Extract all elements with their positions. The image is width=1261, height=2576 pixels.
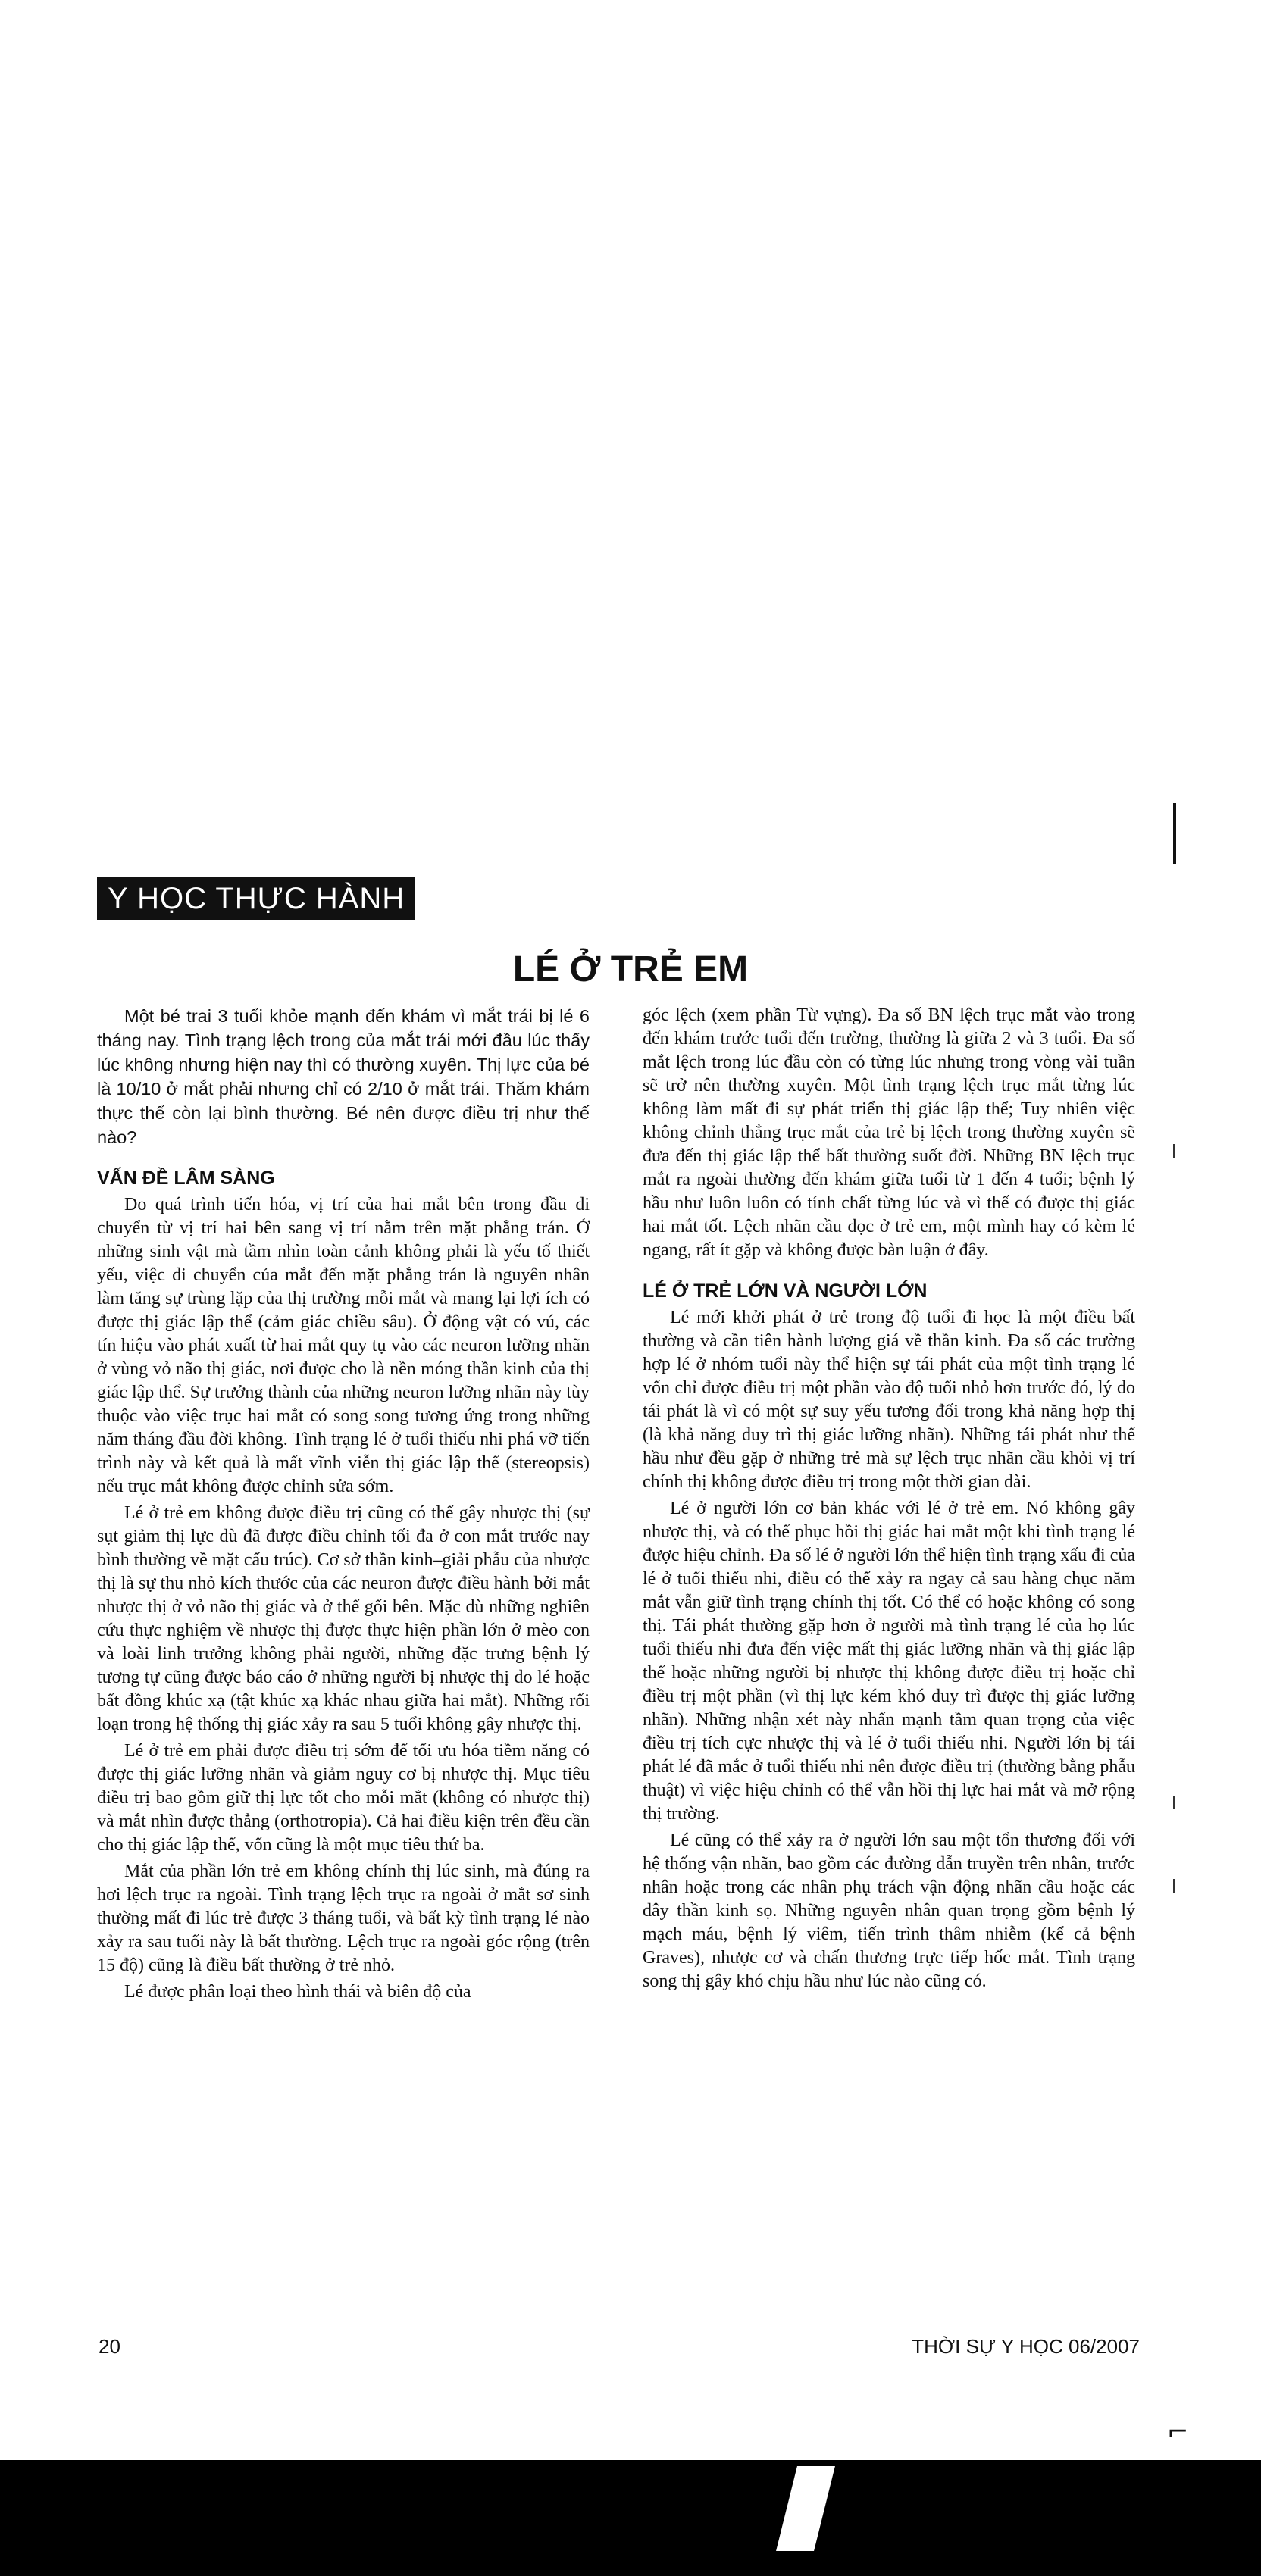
section-banner: Y HỌC THỰC HÀNH xyxy=(97,877,415,920)
paragraph: Lé mới khởi phát ở trẻ trong độ tuổi đi học là một điều bất thường và cần tiên hành lượng giá về thần kinh. Đa số các trường hợp lé ở nhóm tuổi này thể hiện sự tái phát của một tình trạng lé vốn chỉ được điều trị một phần vào độ tuổi nhỏ hơn trước đó, lý do tái phát là vì có một sự suy yếu tương đối trong khả năng hợp thị (là khả năng duy trì thị giác lưỡng nhãn). Những tái phát như thế hầu như đều gặp ở những trẻ mà sự lệch trục nhãn cầu khỏi vị trí chính thị không được điều trị trong một thời gian dài. xyxy=(643,1308,1135,1492)
paragraph: Do quá trình tiến hóa, vị trí của hai mắt bên trong đầu di chuyển từ vị trí hai bên sang vị trí nằm trên mặt phẳng trán. Ở những sinh vật mà tầm nhìn toàn cảnh không phải là yếu tố thiết yếu, việc di chuyển của mắt đến mặt phẳng trán là nguyên nhân làm tăng sự trùng lặp của thị trường mỗi mắt và mang lại lợi ích có được thị giác lập thể (cảm giác chiều sâu). Ở động vật có vú, các tín hiệu vào phát xuất từ hai mắt quy tụ vào các neuron lưỡng nhãn ở vùng vỏ não thị giác, nơi được cho là nền móng thần kinh của thị giác lập thể. Sự trưởng thành của những neuron lưỡng nhãn này tùy thuộc vào việc trục hai mắt có song song tương ứng trong những năm tháng đầu đời không. Tình trạng lé ở tuổi thiếu nhi phá vỡ tiến trình này và kết quả là mất vĩnh viễn thị giác lập thể (stereopsis) nếu trục mắt không được chỉnh sửa sớm. xyxy=(97,1195,590,1496)
journal-name: THỜI SỰ Y HỌC 06/2007 xyxy=(912,2335,1140,2358)
paragraph: Mắt của phần lớn trẻ em không chính thị lúc sinh, mà đúng ra hơi lệch trục ra ngoài. Tình trạng lệch trục ra ngoài ở mắt sơ sinh thường mất đi lúc trẻ được 3 tháng tuổi, và bất kỳ tình trạng lé nào xảy ra sau tuổi này là bất thường. Lệch trục ra ngoài góc rộng (trên 15 độ) cũng là điều bất thường ở trẻ nhỏ. xyxy=(97,1862,590,1975)
paragraph: Lé ở trẻ em không được điều trị cũng có thể gây nhược thị (sự sụt giảm thị lực dù đã được điều chỉnh tối đa ở con mắt trước nay bình thường về mặt cấu trúc). Cơ sở thần kinh–giải phẫu của nhược thị là sự thu nhỏ kích thước của các neuron được điều hành bởi mắt nhược thị ở vỏ não thị giác và ở thể gối bên. Mặc dù những nghiên cứu thực nghiệm về nhược thị được thực hiện phần lớn ở mèo con và loài linh trưởng không phải người, những đặc trưng bệnh lý tương tự cũng được báo cáo ở những người bị nhược thị do lé hoặc bất đồng khúc xạ (tật khúc xạ khác nhau giữa hai mắt). Những rối loạn trong hệ thống thị giác xảy ra sau 5 tuổi không gây nhược thị. xyxy=(97,1503,590,1734)
scan-mark xyxy=(1173,1879,1175,1893)
section-heading-adults: LÉ Ở TRẺ LỚN VÀ NGƯỜI LỚN xyxy=(643,1280,928,1302)
column-left xyxy=(97,1004,590,2007)
paragraph-continued: góc lệch (xem phần Từ vựng). Đa số BN lệch trục mắt vào trong đến khám trước tuổi đến trường, thường là giữa 2 và 3 tuổi. Đa số mắt lệch trong lúc đầu còn có từng lúc nhưng trong vòng vài tuần sẽ trở nên thường xuyên. Một tình trạng lệch trục mắt từng lúc không làm mất đi sự phát triển thị giác lập thể; Tuy nhiên việc không chỉnh thẳng trục mắt của trẻ bị lệch trong thường xuyên sẽ đưa đến thị giác lập thể bất thường suốt đời. Những BN lệch trục mắt ra ngoài thường đến khám giữa tuổi từ 1 đến 4 tuổi; bệnh lý hầu như luôn luôn có tính chất từng lúc và vì thế có được thị giác hai mắt tốt. Lệch nhãn cầu dọc ở trẻ em, một mình hay có kèm lé ngang, rất ít gặp và không được bàn luận ở đây. xyxy=(643,1005,1135,1260)
scan-edge-line xyxy=(1173,803,1176,2318)
paragraph: Lé cũng có thể xảy ra ở người lớn sau một tổn thương đối với hệ thống vận nhãn, bao gồm các đường dẫn truyền trên nhân, trước nhân hoặc trong các nhân phụ trách vận động nhãn cầu hoặc các dây thần kinh sọ. Những nguyên nhân quan trọng gồm bệnh lý mạch máu, bệnh lý viêm, tiến trình thâm nhiễm (kể cả bệnh Graves), nhược cơ và chấn thương trực tiếp hốc mắt. Tình trạng song thị gây khó chịu hầu như lúc nào cũng có. xyxy=(643,1830,1135,1991)
paragraph: Lé ở người lớn cơ bản khác với lé ở trẻ em. Nó không gây nhược thị, và có thể phục hồi thị giác hai mắt một khi tình trạng lé được hiệu chỉnh. Đa số lé ở người lớn thể hiện tình trạng xấu đi của lé ở tuổi thiếu nhi, điều có thể xảy ra ngay cả sau hàng chục năm mắt vẫn giữ tình trạng chính thị tốt. Có thể có hoặc không có song thị. Tái phát thường gặp hơn ở người mà tình trạng lé của họ lúc tuổi thiếu nhi đưa đến việc mất thị giác lưỡng nhãn và thị giác lập thể hoặc những người bị nhược thị không được điều trị hoặc chỉ điều trị một phần (vì thị lực kém khó duy trì được thị giác lưỡng nhãn). Những nhận xét này nhấn mạnh tầm quan trọng của việc điều trị tích cực nhược thị và lé ở tuổi thiếu nhi. Người lớn bị tái phát lé đã mắc ở tuổi thiếu nhi nên được điều trị (thường bằng phẫu thuật) vì việc hiệu chỉnh có thể vẫn hồi thị lực hai mắt và mở rộng thị trường. xyxy=(643,1499,1135,1824)
section-heading-clinical: VẤN ĐỀ LÂM SÀNG xyxy=(97,1168,275,1189)
scan-mark xyxy=(1173,1144,1175,1158)
paragraph: Lé ở trẻ em phải được điều trị sớm để tối ưu hóa tiềm năng có được thị giác lưỡng nhãn và giảm nguy cơ bị nhược thị. Mục tiêu điều trị bao gồm giữ thị lực tốt cho mỗi mắt (không có nhược thị) và mắt nhìn được thẳng (orthotropia). Cả hai điều kiện trên đều cần cho thị giác lập thể, vốn cũng là một mục tiêu thứ ba. xyxy=(97,1741,590,1855)
scan-corner-mark: ⌐ xyxy=(1167,2417,1189,2447)
paragraph: Lé được phân loại theo hình thái và biên độ của xyxy=(124,1982,471,2002)
article-title: LÉ Ở TRẺ EM xyxy=(512,949,749,989)
column-right xyxy=(643,1004,1135,1996)
scan-mark xyxy=(1173,1796,1175,1809)
scan-bottom-band xyxy=(0,2460,1261,2576)
page-number: 20 xyxy=(99,2335,120,2358)
intro-case: Một bé trai 3 tuổi khỏe mạnh đến khám vì mắt trái bị lé 6 tháng nay. Tình trạng lệch trong của mắt trái mới đầu lúc thấy lúc không nhưng hiện nay thì có thường xuyên. Thị lực của bé là 10/10 ở mắt phải nhưng chỉ có 2/10 ở mắt trái. Thăm khám thực thể còn lại bình thường. Bé nên được điều trị như thế nào? xyxy=(97,1006,590,1147)
